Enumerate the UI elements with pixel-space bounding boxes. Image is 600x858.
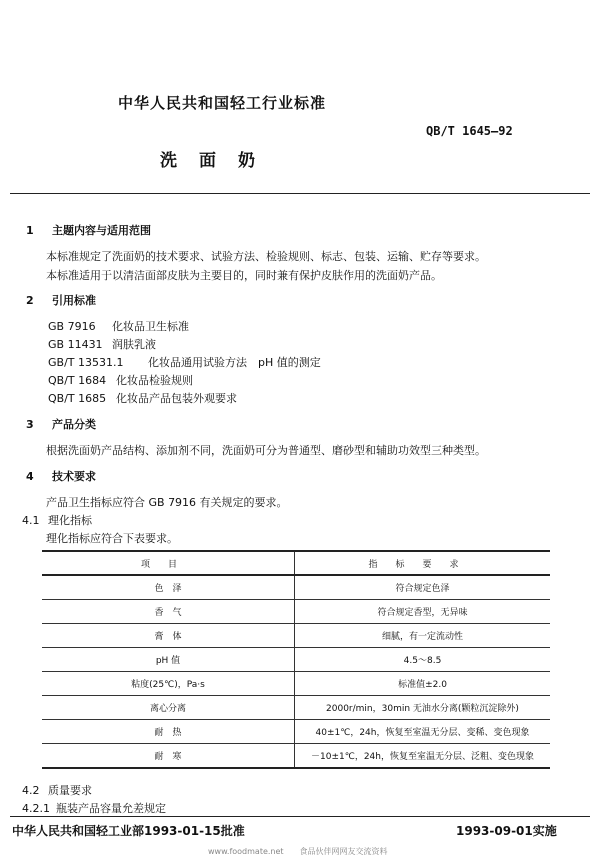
reference-name: 化妆品产品包装外观要求 (116, 392, 237, 405)
subsection-title: 瓶装产品容量允差规定 (56, 802, 166, 815)
reference-code: QB/T 1684 (48, 374, 107, 387)
reference-code: QB/T 1685 (48, 392, 107, 405)
item-cell: pH 值 (42, 648, 295, 672)
subsection-title: 质量要求 (48, 784, 92, 797)
table-row (42, 575, 550, 600)
reference-item (48, 336, 156, 352)
section-1-heading (26, 222, 151, 238)
reference-name: 化妆品通用试验方法 pH 值的测定 (148, 356, 321, 369)
section-4-paragraph: 产品卫生指标应符合 GB 7916 有关规定的要求。 (46, 496, 288, 509)
section-number: 4 (26, 470, 34, 483)
table-row (42, 624, 550, 648)
header-divider (10, 193, 590, 194)
item-cell: 膏 体 (42, 624, 295, 648)
section-number: 1 (26, 224, 34, 237)
item-cell: 香 气 (42, 600, 295, 624)
section-title: 产品分类 (52, 418, 96, 431)
table-intro: 理化指标应符合下表要求。 (46, 532, 178, 545)
column-header-requirement: 指标要求 (295, 551, 551, 575)
reference-name: 化妆品卫生标准 (112, 320, 189, 333)
reference-code: GB/T 13531.1 (48, 356, 124, 369)
requirement-cell: 40±1℃，24h，恢复至室温无分层、变稀、变色现象 (295, 720, 551, 744)
section-title: 引用标准 (52, 294, 96, 307)
section-number: 3 (26, 418, 34, 431)
reference-item (48, 390, 237, 406)
implementation-date: 1993-09-01实施 (456, 824, 557, 838)
subsection-number: 4.2 (22, 784, 40, 797)
section-title: 技术要求 (52, 470, 96, 483)
item-cell: 耐 热 (42, 720, 295, 744)
section-1-paragraph: 本标准适用于以清洁面部皮肤为主要目的，同时兼有保护皮肤作用的洗面奶产品。 (46, 269, 442, 282)
issuing-organization: 中华人民共和国轻工行业标准 (118, 94, 327, 112)
column-header-item: 项目 (42, 551, 295, 575)
requirement-cell: 4.5～8.5 (295, 648, 551, 672)
subsection-4-2-1-heading (22, 800, 166, 816)
item-cell: 耐 寒 (42, 744, 295, 769)
reference-code: GB 7916 (48, 320, 96, 333)
subsection-4-1-heading (22, 512, 92, 528)
table-row (42, 696, 550, 720)
section-number: 2 (26, 294, 34, 307)
requirement-cell: 细腻，有一定流动性 (295, 624, 551, 648)
subsection-title: 理化指标 (48, 514, 92, 527)
requirement-cell: 标准值±2.0 (295, 672, 551, 696)
section-1-paragraph: 本标准规定了洗面奶的技术要求、试验方法、检验规则、标志、包装、运输、贮存等要求。 (46, 250, 486, 263)
approval-statement: 中华人民共和国轻工业部1993-01-15批准 (12, 824, 245, 838)
standard-code: QB/T 1645—92 (426, 124, 513, 138)
section-2-heading (26, 292, 96, 308)
reference-name: 化妆品检验规则 (116, 374, 193, 387)
reference-code: GB 11431 (48, 338, 103, 351)
watermark-text: www.foodmate.net 食品伙伴网网友交流资料 (208, 847, 388, 856)
section-3-paragraph: 根据洗面奶产品结构、添加剂不同，洗面奶可分为普通型、磨砂型和辅助功效型三种类型。 (46, 444, 486, 457)
section-4-heading (26, 468, 96, 484)
table-row (42, 648, 550, 672)
section-3-heading (26, 416, 96, 432)
subsection-number: 4.2.1 (22, 802, 50, 815)
requirement-cell: 符合规定色泽 (295, 575, 551, 600)
requirement-cell: 2000r/min，30min 无油水分离(颗粒沉淀除外) (295, 696, 551, 720)
reference-item (48, 372, 193, 388)
physicochemical-spec-table (42, 550, 550, 769)
reference-item (48, 354, 321, 370)
subsection-number: 4.1 (22, 514, 40, 527)
table-row (42, 672, 550, 696)
section-title: 主题内容与适用范围 (52, 224, 151, 237)
item-cell: 色 泽 (42, 575, 295, 600)
table-row (42, 744, 550, 769)
item-cell: 粘度(25℃)，Pa·s (42, 672, 295, 696)
subsection-4-2-heading (22, 782, 92, 798)
requirement-cell: 符合规定香型，无异味 (295, 600, 551, 624)
item-cell: 离心分离 (42, 696, 295, 720)
requirement-cell: －10±1℃，24h，恢复至室温无分层、泛粗、变色现象 (295, 744, 551, 769)
table-header-row (42, 551, 550, 575)
reference-item (48, 318, 189, 334)
document-title: 洗面奶 (160, 151, 277, 171)
table-row (42, 600, 550, 624)
footer-divider (10, 816, 590, 817)
reference-name: 润肤乳液 (112, 338, 156, 351)
table-row (42, 720, 550, 744)
